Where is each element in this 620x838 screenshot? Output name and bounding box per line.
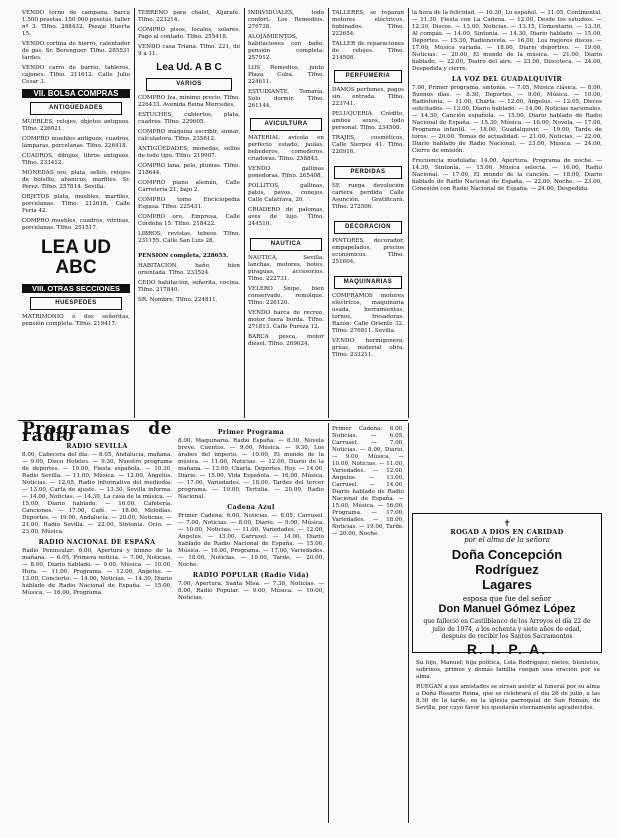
section-box-decoracion: DECORACION [334, 221, 402, 234]
radio-listings-column [412, 10, 602, 196]
classified-ad: COMPRO máquina escribir, sumar, calculadora. Tlfno. 235612. [138, 129, 240, 142]
column-rule [328, 8, 329, 418]
obituary-funeral: RUEGAN a sus amistades se sirvan asistir al funeral por su alma a Doña Rosario Reina, que se celebrará el día 26 de julio, a las 8.30 de la tarde, en la iglesia parroquial de San Román, de Sevilla, por cuyo favor les quedarán eternamente agradecidos. [416, 684, 600, 711]
section-box-maquinarias: MAQUINARIAS [334, 276, 402, 289]
classified-ad: CRIADERO de palomas, aves de lujo. Tlfno. 244510. [248, 207, 324, 227]
classified-ad: SR. Nombre, Tlfno. 224811. [138, 297, 218, 303]
radio-listing-text: Primer Cadena: 6.00, Noticias. — 6.05, Carrusel. — 7.00, Noticias. — 8.00, Diario. — 9.00, Música. — 10.00, Noticias. — 11.00, Variedades. — 12.00, Ángelus. — 13.00, Carrusel. — 14.00, Diario hablado de Radio Nacional de España. — 15.00, Música. — 16.00, Programa. — 17.00, Variedades. — 18.00, Noticias. — 19.00, Tarde. — 20.00, Noche. [178, 513, 324, 568]
classified-ad: PELUQUERÍA. Crédito, ambos sexos, todo personal. Tlfno. 234508. [332, 111, 404, 131]
classified-ad: POLLITOS, gallinas, patos, pavos, conejos. Calle Calatrava, 20. [248, 183, 324, 203]
classified-ad: MATERIAL avícola en perfecto estado, jaulas, bebederos, comederos, criadoras. Tlfno. 258843. [248, 135, 324, 162]
radio-listing-text: 7.00, Apertura. Santa Misa. — 7.30, Noticias. — 8.00, Radio Popular. — 9.00, Música. — 10.00, Noticias. [178, 581, 324, 601]
obituary-name [421, 547, 593, 592]
classified-ad: COMPRO muebles, cuadros, vitrinas, porcelanas. Tlfno. 251517. [22, 218, 130, 231]
section-box-antiguedades: ANTIGÜEDADES [30, 102, 122, 115]
section-box-nautica: NAUTICA [250, 238, 322, 251]
classified-ad: MUEBLES, relojes, objetos antiguos. Tlfno. 226021. [22, 119, 130, 132]
obituary-notice [412, 513, 602, 657]
section-box-perdidas: PERDIDAS [334, 166, 402, 179]
section-bar-bolsa-compras: VII. BOLSA COMPRAS [22, 89, 130, 98]
newspaper-page [18, 8, 604, 830]
radio-station-heading: Cadena Azul [227, 504, 275, 511]
obituary-husband: Don Manuel Gómez López [438, 603, 576, 615]
classified-ad: ALOJAMIENTOS, habitaciones con baño, pensión completa. 257912. [248, 34, 324, 61]
radio-listing-text: la hora de la felicidad. — 10.30, Lo español. — 11.05, Continental. — 11.30, Fiesta con La Cadena. — 12.00, Desde los estudios. — 12.30, Discos. — 13.00, Noticias. — 13.15, Comentario. — 13.30, Al compás. — 14.00, Sintonía. — 14.30, Diario hablado. — 15.00, Deportes. — 15.30, Radionovela. — 16.00, Los mejores discos. — 17.00, Música variada. — 18.00, Diario deportivo. — 19.00, Noticias. — 20.00, El mundo de la música. — 21.00, Diario hablado. — 22.00, Teatro del aire. — 23.00, Discoteca. — 24.00, Despedida y cierre. [412, 10, 602, 72]
classified-ad: COMPRO oro, Empresa, Calle Córdoba 15. Tlfno. 218422. [138, 214, 240, 227]
radio-station-heading: RADIO POPULAR (Radio Vida) [192, 572, 310, 579]
classified-ad: OBJETOS plata, muebles, marfiles, porcelanas. Tlfno. 212618. Calle Feria 42. [22, 194, 130, 214]
obituary-rip: R. I. P. A. [466, 640, 548, 657]
classified-ad: ESTUCHES, cubiertos, plata, cuadros. Tlfno. 229605. [138, 112, 240, 125]
classified-ad: COMPRO tomo Enciclopedia Espasa. Tlfno. 225431. [138, 197, 240, 210]
obituary-family-text [416, 660, 600, 715]
classified-ad: VENDO carro de barrio, tableros, cajones. Tlfno. 211612. Calle Julio César 3. [22, 65, 130, 85]
radio-listing-text: 7.00, Primer programa, sintonía. — 7.05, Música clásica. — 8.00, Buenos días. — 8.30, Deportes. — 9.00, Música. — 10.00, Radiofonía. — 11.00, Charla. — 12.00, Ángelus. — 12.05, Discos solicitados. — 13.00, Diario hablado. — 14.00, Noticias nacionales. — 14.30, Canción española. — 15.00, Diario hablado de Radio Nacional de España. — 15.30, Música. — 16.00, Novela. — 17.00, Programa infantil. — 18.00, Guadalquivir. — 19.00, Tarde de toros. — 20.00, Temas de actualidad. — 21.00, Noticias. — 22.00, Diario hablado de Radio Nacional. — 23.00, Música. — 24.00, Cierre de emisión. [412, 85, 602, 154]
classified-ad: COMPRO lana, pelo, plumas. Tlfno. 218644. [138, 163, 240, 176]
classified-ad: CEDO habitación, señorita, cocina. Tlfno. 217840. [138, 280, 240, 293]
classifieds-column-3 [248, 10, 324, 351]
lea-ud-line: LEA UD [40, 237, 112, 258]
radio-station-heading: RADIO SEVILLA [66, 443, 128, 450]
radio-listing-text: Radio Peninsular: 6.00, Apertura y himno de la mañana. — 6.05, Primera noticia. — 7.00, Noticias. — 8.00, Diario hablado. — 9.00, Música. — 10.00, Hora. — 11.00, Programa. — 12.00, Ángelus. — 13.00, Concierto. — 14.00, Noticias. — 14.30, Diario hablado de Radio Nacional de España. — 15.00, Música. — 16.00, Programa. [22, 548, 172, 596]
classified-ad: DAMOS perfumes, pagos sin entrada. Tlfno. 223741. [332, 87, 404, 107]
radio-station-heading: LA VOZ DEL GUADALQUIVIR [451, 76, 563, 83]
column-rule [244, 8, 245, 418]
obituary-intro: por el alma de la señora [464, 536, 550, 544]
radio-programs-right [332, 426, 404, 541]
classified-ad: ANTIGÜEDADES, monedas, sellos de todo tipo. Tlfno. 219907. [138, 146, 240, 159]
radio-station-heading: Primer Programa [217, 429, 285, 436]
column-rule [328, 423, 329, 823]
section-box-varios: VARIOS [146, 78, 232, 91]
classified-ad: VENDO hormigonera, grúas, material obra. Tlfno. 233211. [332, 338, 404, 358]
classifieds-column-2 [138, 10, 240, 307]
obituary-name-line: Doña Concepción Rodríguez [451, 547, 563, 577]
classified-ad: PINTORES, decorador, empapelados, precios económicos. Tlfno. 251604. [332, 238, 404, 265]
classified-ad: VELERO Snipe, bien conservado, remolque. Tlfno. 226120. [248, 286, 324, 306]
classified-ad: LIBROS, revistas, tebeos. Tlfno. 231155. Calle San Luis 28. [138, 231, 240, 244]
classified-ad: CUADROS, dibujos, libros antiguos. Tlfno. 233412. [22, 153, 130, 166]
classified-ad: LOS Remedios, junto Plaza Cuba. Tlfno. 224611. [248, 65, 324, 85]
radio-programs-title: Programas de radio [22, 419, 172, 446]
radio-listing-text: 8.00, Cabecera del día. — 8.05, Andalucía, mañana. — 9.00, Disco Hoteles. — 9.30, Nuestro programa de deportes. — 10.00, Fiesta española. — 10.30, Radio Sevilla. — 11.00, Música. — 12.00, Ángelus. Noticias. — 12.05, Radio informativa del mediodía. — 13.00, Carta de ajuste. — 13.30, Sevilla informa. — 14.00, Noticias. — 14.30, La casa de la música. — 15.00, Diario hablado. — 16.00, Cafetería. Canciones. — 17.00, Café. — 18.00, Melodías. Deportes. — 19.00, Andalucía. — 20.00, Noticias. — 21.00, Radio Sevilla. — 22.00, Sintonía. Ocio. — 23.00, Música. [22, 452, 172, 535]
abc-line: ABC [55, 257, 97, 278]
classified-ad: VENDO torno de campana, barca 1.500 pesetas. 150 000 pesetas, taller nº 3. Tlfno. 288432, Pasaje Huerta 15. [22, 10, 131, 37]
obituary-family: Su hijo, Manuel; hija política, Lola Rodríguez; nietos, bisnietos, sobrinos, primos y demás familia ruegan una oración por su alma. [416, 660, 600, 680]
radio-station-heading: RADIO NACIONAL DE ESPAÑA [38, 539, 156, 546]
classified-ad: ESTUDIANTE. Tomaría. Solo dormir. Tlfno. 261144. [248, 89, 324, 109]
classified-ad: COMPRAMOS motores eléctricos, maquinaria usada, herramientas, tornos, fresadoras. Razón: Calle Oriente 32. Tlfno. 276811. Sevilla. [332, 293, 404, 334]
classifieds-column-4 [332, 10, 404, 362]
classified-ad: BARCA pesca, motor diésel. Tlfno. 269024. [248, 334, 324, 347]
classified-ad: COMPRO Iza, mínimo precio. Tlfno. 226433. Avenida Reina Mercedes. [138, 95, 240, 108]
radio-programs-left [22, 419, 172, 600]
classified-ad: SE ruega devolución cartera perdida Calle Asunción. Gratificará. Tlfno. 272506. [332, 183, 404, 210]
column-rule [134, 8, 135, 418]
obituary-details: que falleció en Castilblanco de los Arroyos el día 22 de julio de 1974, a los ochenta y siete años de edad, después de recibir los Santos Sacramentos [423, 618, 591, 640]
column-rule [408, 8, 409, 418]
classified-ad: VENDO gallinas ponedoras. Tlfno. 265408. [248, 166, 324, 179]
obituary-prayer: ROGAD A DIOS EN CARIDAD [450, 528, 564, 536]
classified-ad: MONEDAS oro, plata, sellos, relojes de bolsillo, abanicos, marfiles. Sr. Pérez. Tlfno. 257814. Sevilla. [22, 170, 130, 190]
classified-ad: COMPRO muebles antiguos, cuadros, lámparas, porcelanas. Tlfno. 226418. [22, 136, 130, 149]
classified-ad: TERRENO para chalet, Aljarafe. Tlfno. 223214. [138, 10, 240, 23]
classified-ad: VENDO casa Triana. Tlfno. 221, de 9 a 11. [138, 44, 240, 57]
radio-programs-middle [178, 426, 324, 605]
section-box-huespedes: HUESPEDES [30, 297, 122, 310]
classifieds-column-1 [22, 10, 130, 331]
section-bar-otras-secciones: VIII. OTRAS SECCIONES [22, 284, 130, 293]
classified-ad: HABITACIÓN, baño, bien orientada. Tlfno. 233524. [138, 263, 240, 276]
classified-ad: INDIVIDUALES, todo confort. Los Remedios. 276738. [248, 10, 324, 30]
classified-ad: TRAJES, cosméticos, Calle Sierpes 41. Tlfno. 220916. [332, 135, 404, 155]
obituary-name-line: Lagares [482, 577, 532, 592]
classified-ad: COMPRO piano alemán, Calle Carretería 21, bajo 2. [138, 180, 240, 193]
radio-listing-text: 8.00, Maquinaria. Radio España. — 8.30, Novela breve. Cuentos. — 9.00, Música. — 9.30, Los árabes del imperio. — 10.00, El mundo de la música. — 11.00, Noticias. — 12.00, Diario de la mañana. — 13.00, Charla. Deportes. Hoy. — 14.00, Diario. — 15.00, Vida Española. — 16.00, Música. — 17.00, Variedades. — 18.00, Tardes del tercer programa. — 19.00, Tertulia. — 20.00, Radio Nacional. [178, 438, 324, 500]
classified-ad: VENDO barca de recreo, motor fuera borda. Tlfno. 271813. Calle Pureza 12. [248, 310, 324, 330]
classified-ad: TALLER de reparaciones de relojes. Tlfno. 214508. [332, 41, 404, 61]
cross-icon: ✝ [503, 519, 511, 529]
classified-ad: TALLERES, se reparan motores eléctricos, bobinados. Tlfno. 222654. [332, 10, 404, 37]
classified-ad: NAUTICA, Sevilla, lanchas, motores, botes, piraguas, accesorios. Tlfno. 222731. [248, 255, 324, 282]
lea-abc-banner: Lea Ud. A B C [156, 62, 222, 73]
classified-ad: PENSION completa, 228653. [138, 253, 229, 259]
obituary-relation: esposa que fue del señor [462, 595, 552, 603]
classified-ad: MATRIMONIO o dos señoritas, pensión completa. Tlfno. 219417. [22, 314, 130, 327]
section-box-perfumeria: PERFUMERIA [334, 70, 402, 83]
classified-ad: VENDO cortina de hierro, calentador de gas. Sr. Berenguer. Tlfno. 285531 tardes. [22, 41, 130, 61]
column-rule [408, 423, 409, 823]
classified-ad: COMPRO pisos, locales, solares. Pago al contado. Tlfno. 255418. [138, 27, 240, 40]
radio-listing-text: Primer Cadena: 6.00, Noticias. — 6.05, Carrusel. — 7.00, Noticias. — 8.00, Diario. — 9.00, Música. — 10.00, Noticias. — 11.00, Variedades. — 12.00, Ángelus. — 13.00, Carrusel. — 14.00, Diario hablado de Radio Nacional de España. — 15.00, Música. — 16.00, Programa. — 17.00, Variedades. — 18.00, Noticias. — 19.00, Tarde. — 20.00, Noche. [332, 426, 404, 537]
radio-listing-text: Frecuencia modulada: 14.00, Apertura. Programa de noche. — 14.30, Sintonía. — 15.00, Música selecta. — 16.00, Radio Nacional. — 17.00, El mundo de la canción. — 18.00, Diario hablado de Radio Nacional de España. — 22.00, Noche. — 23.00, Conexión con Radio Nacional de España. — 24.00, Despedida. [412, 158, 602, 192]
section-box-avicultura: AVICULTURA [250, 118, 322, 131]
